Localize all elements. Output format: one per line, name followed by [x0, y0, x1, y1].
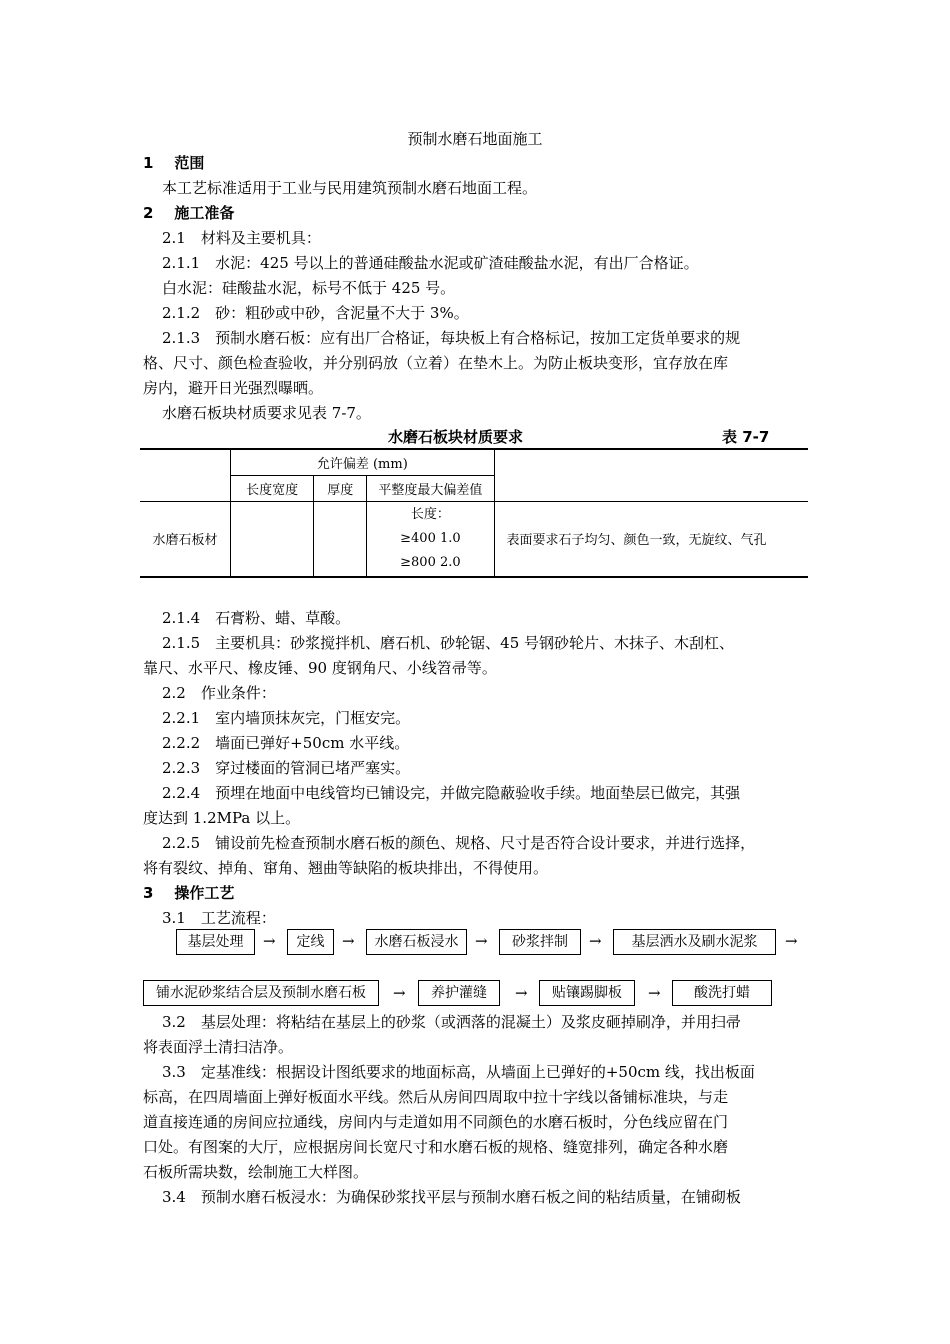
- clause-2-1-2: 2.1.2 砂：粗砂或中砂，含泥量不大于 3%。: [162, 304, 469, 322]
- clause-3-3: 3.3 定基准线：根据设计图纸要求的地面标高，从墙面上已弹好的+50cm 线，找出板面: [162, 1063, 755, 1081]
- clause-3-2: 3.2 基层处理：将粘结在基层上的砂浆（或洒落的混凝土）及浆皮砸掉刷净，并用扫帚: [162, 1013, 741, 1031]
- flow-step-set-line: 定线: [287, 929, 334, 955]
- table-header-group: 允许偏差 (mm): [231, 449, 494, 475]
- clause-2-2-5: 2.2.5 铺设前先检查预制水磨石板的颜色、规格、尺寸是否符合设计要求，并进行选择，: [162, 834, 756, 852]
- flow-arrow: →: [785, 932, 798, 950]
- section-3-heading: [143, 883, 234, 903]
- flow-step-mix-mortar: 砂浆拌制: [499, 929, 581, 955]
- table-corner-cell: [140, 449, 231, 501]
- page-title: 预制水磨石地面施工: [407, 130, 543, 148]
- section-number: 2: [143, 204, 154, 222]
- table-caption: 水磨石板块材质要求: [388, 428, 524, 446]
- flatness-line: ≥400 1.0: [400, 530, 461, 546]
- table-header-thickness: 厚度: [314, 475, 367, 501]
- clause-3-3-cont: 道直接连通的房间应拉通线，房间内与走道如用不同颜色的水磨石板时，分色线应留在门: [143, 1113, 729, 1131]
- table-header-remark: [494, 449, 808, 501]
- table-label: 表 7-7: [722, 428, 770, 446]
- clause-2-1: 2.1 材料及主要机具：: [162, 229, 321, 247]
- clause-2-1-3-cont: 房内，避开日光强烈曝晒。: [143, 379, 324, 397]
- section-number: 3: [143, 884, 154, 902]
- clause-3-1: 3.1 工艺流程：: [162, 909, 276, 927]
- clause-2-2-2: 2.2.2 墙面已弹好+50cm 水平线。: [162, 734, 410, 752]
- section-title: 操作工艺: [174, 884, 235, 902]
- flatness-line: 长度：: [410, 506, 450, 522]
- clause-2-2-3: 2.2.3 穿过楼面的管洞已堵严塞实。: [162, 759, 411, 777]
- flow-arrow: →: [648, 984, 661, 1002]
- clause-2-1-5: 2.1.5 主要机具：砂浆搅拌机、磨石机、砂轮锯、45 号钢砂轮片、木抹子、木刮杠、: [162, 634, 735, 652]
- clause-3-3-cont: 口处。有图案的大厅，应根据房间长宽尺寸和水磨石板的规格、缝宽排列，确定各种水磨: [143, 1138, 729, 1156]
- paragraph: 本工艺标准适用于工业与民用建筑预制水磨石地面工程。: [162, 179, 538, 197]
- flow-arrow: →: [342, 932, 355, 950]
- clause-2-2: 2.2 作业条件：: [162, 684, 276, 702]
- table-header-length-width: 长度宽度: [231, 475, 314, 501]
- clause-2-1-3-cont: 格、尺寸、颜色检查验收，并分别码放（立着）在垫木上。为防止板块变形，宜存放在库: [143, 354, 729, 372]
- flow-step-acid-wax: 酸洗打蜡: [672, 980, 772, 1006]
- clause-2-2-5-cont: 将有裂纹、掉角、窜角、翘曲等缺陷的板块排出，不得使用。: [143, 859, 549, 877]
- clause-2-1-3: 2.1.3 预制水磨石板：应有出厂合格证，每块板上有合格标记，按加工定货单要求的规: [162, 329, 741, 347]
- flow-arrow: →: [589, 932, 602, 950]
- section-2-heading: [143, 203, 234, 223]
- table-cell-thickness: [314, 501, 367, 577]
- flow-arrow: →: [515, 984, 528, 1002]
- clause-2-2-1: 2.2.1 室内墙顶抹灰完，门框安完。: [162, 709, 411, 727]
- section-1-heading: [143, 153, 204, 173]
- flatness-line: ≥800 2.0: [400, 554, 461, 570]
- flow-step-lay-slabs: 铺水泥砂浆结合层及预制水磨石板: [143, 980, 379, 1006]
- flow-step-wet-base: 基层洒水及刷水泥浆: [613, 929, 776, 955]
- flow-step-base-treatment: 基层处理: [176, 929, 255, 955]
- section-title: 范围: [174, 154, 205, 172]
- table-cell-remark: 表面要求石子均匀、颜色一致，无旋纹、气孔: [494, 501, 808, 577]
- clause-2-1-4: 2.1.4 石膏粉、蜡、草酸。: [162, 609, 351, 627]
- clause-2-1-3-table-ref: 水磨石板块材质要求见表 7-7。: [162, 404, 371, 422]
- clause-3-2-cont: 将表面浮土清扫洁净。: [143, 1038, 294, 1056]
- flow-step-skirting: 贴镶踢脚板: [539, 980, 635, 1006]
- section-title: 施工准备: [174, 204, 235, 222]
- flow-step-soak-slab: 水磨石板浸水: [366, 929, 467, 955]
- table-cell-length-width: [231, 501, 314, 577]
- section-number: 1: [143, 154, 154, 172]
- clause-2-1-1-white-cement: 白水泥：硅酸盐水泥，标号不低于 425 号。: [162, 279, 456, 297]
- table-cell-flatness: [367, 501, 494, 577]
- clause-3-3-cont: 石板所需块数，绘制施工大样图。: [143, 1163, 369, 1181]
- flow-step-cure-grout: 养护灌缝: [418, 980, 500, 1006]
- clause-2-2-4-cont: 度达到 1.2MPa 以上。: [143, 809, 301, 827]
- table-header-flatness: 平整度最大偏差值: [367, 475, 494, 501]
- clause-2-1-5-cont: 靠尺、水平尺、橡皮锤、90 度钢角尺、小线笤帚等。: [143, 659, 497, 677]
- flow-arrow: →: [393, 984, 406, 1002]
- material-requirements-table: [140, 448, 808, 578]
- flow-arrow: →: [475, 932, 488, 950]
- clause-2-2-4: 2.2.4 预埋在地面中电线管均已铺设完，并做完隐蔽验收手续。地面垫层已做完，其强: [162, 784, 741, 802]
- table-row-name: 水磨石板材: [140, 501, 231, 577]
- clause-2-1-1: 2.1.1 水泥：425 号以上的普通硅酸盐水泥或矿渣硅酸盐水泥，有出厂合格证。: [162, 254, 699, 272]
- clause-3-3-cont: 标高，在四周墙面上弹好板面水平线。然后从房间四周取中拉十字线以备铺标准块，与走: [143, 1088, 729, 1106]
- flow-arrow: →: [263, 932, 276, 950]
- clause-3-4: 3.4 预制水磨石板浸水：为确保砂浆找平层与预制水磨石板之间的粘结质量，在铺砌板: [162, 1188, 741, 1206]
